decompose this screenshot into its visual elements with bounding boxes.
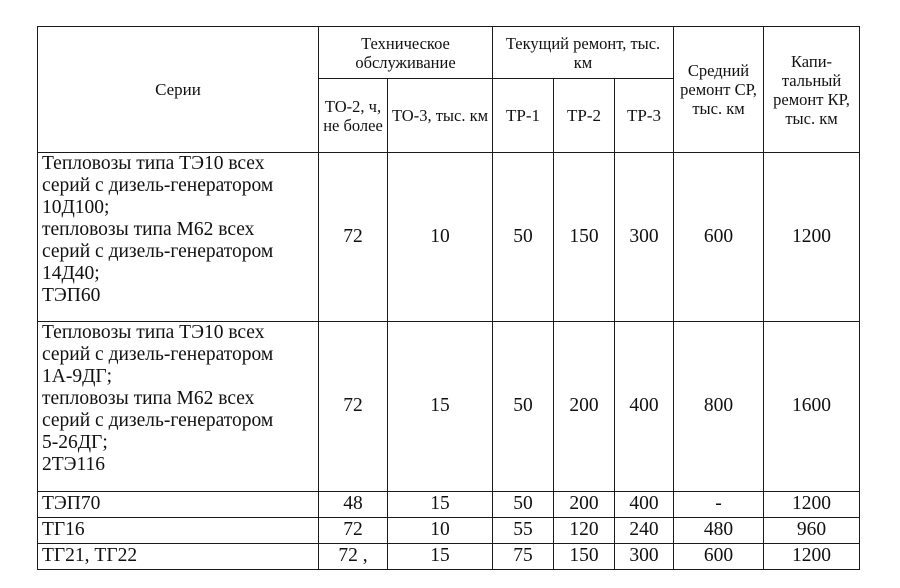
to2-cell: 72 ,	[319, 543, 388, 569]
table-row	[38, 491, 860, 517]
header-to3: ТО-3, тыс. км	[388, 79, 493, 153]
header-tr1: ТР-1	[493, 79, 554, 153]
sr-cell: 480	[674, 517, 764, 543]
series-cell: Тепловозы типа ТЭ10 всех серий с дизель-генератором 1А-9ДГ; тепловозы типа М62 всех серий с дизель-генератором 5-26ДГ; 2ТЭ116	[38, 321, 319, 491]
kr-cell: 960	[764, 517, 860, 543]
tr2-cell: 200	[554, 491, 615, 517]
tr3-cell: 400	[615, 321, 674, 491]
kr-cell: 1200	[764, 543, 860, 569]
header-row-1	[38, 27, 860, 79]
header-tr3: ТР-3	[615, 79, 674, 153]
header-current-repair: Текущий ремонт, тыс. км	[493, 27, 674, 79]
series-cell: ТГ21, ТГ22	[38, 543, 319, 569]
tr3-cell: 300	[615, 543, 674, 569]
tr2-cell: 120	[554, 517, 615, 543]
header-maintenance: Техническое обслуживание	[319, 27, 493, 79]
series-cell: ТГ16	[38, 517, 319, 543]
kr-cell: 1200	[764, 153, 860, 321]
header-medium-repair: Средний ремонт СР, тыс. км	[674, 27, 764, 153]
header-series: Серии	[38, 27, 319, 153]
table-row	[38, 517, 860, 543]
kr-cell: 1600	[764, 321, 860, 491]
tr1-cell: 50	[493, 321, 554, 491]
to3-cell: 10	[388, 517, 493, 543]
header-capital-repair: Капи-тальный ремонт КР, тыс. км	[764, 27, 860, 153]
maintenance-norms-table	[37, 26, 860, 570]
sr-cell: 600	[674, 543, 764, 569]
tr2-cell: 150	[554, 153, 615, 321]
to2-cell: 72	[319, 153, 388, 321]
table-row	[38, 543, 860, 569]
to3-cell: 15	[388, 543, 493, 569]
to3-cell: 15	[388, 491, 493, 517]
header-tr2: ТР-2	[554, 79, 615, 153]
tr3-cell: 240	[615, 517, 674, 543]
to3-cell: 10	[388, 153, 493, 321]
sr-cell: -	[674, 491, 764, 517]
series-cell: ТЭП70	[38, 491, 319, 517]
tr2-cell: 150	[554, 543, 615, 569]
table-row	[38, 321, 860, 491]
tr1-cell: 55	[493, 517, 554, 543]
header-to2: ТО-2, ч, не более	[319, 79, 388, 153]
to3-cell: 15	[388, 321, 493, 491]
to2-cell: 72	[319, 321, 388, 491]
table-row	[38, 153, 860, 321]
sr-cell: 800	[674, 321, 764, 491]
to2-cell: 72	[319, 517, 388, 543]
tr3-cell: 400	[615, 491, 674, 517]
to2-cell: 48	[319, 491, 388, 517]
series-cell: Тепловозы типа ТЭ10 всех серий с дизель-генератором 10Д100; тепловозы типа М62 всех серий с дизель-генератором 14Д40; ТЭП60	[38, 153, 319, 321]
tr1-cell: 50	[493, 491, 554, 517]
sr-cell: 600	[674, 153, 764, 321]
tr2-cell: 200	[554, 321, 615, 491]
tr1-cell: 50	[493, 153, 554, 321]
tr1-cell: 75	[493, 543, 554, 569]
kr-cell: 1200	[764, 491, 860, 517]
tr3-cell: 300	[615, 153, 674, 321]
